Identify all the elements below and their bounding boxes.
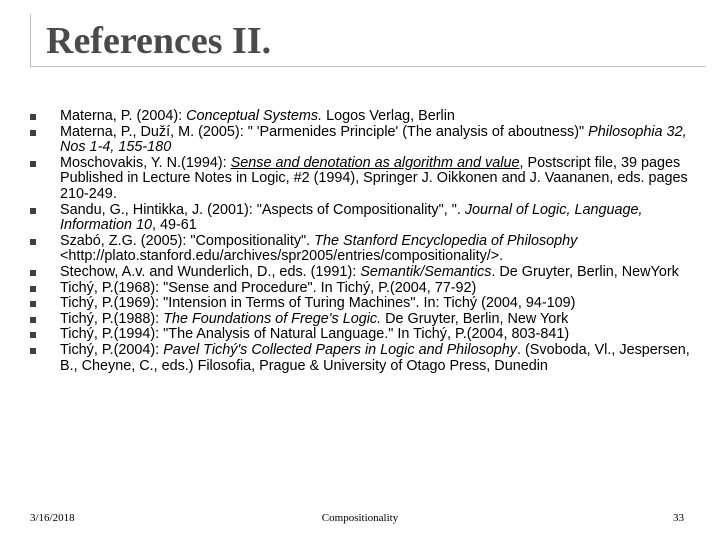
reference-text: De Gruyter, Berlin, New York — [381, 310, 569, 327]
reference-italic-text: The Foundations of Frege's Logic. — [163, 310, 382, 327]
square-bullet-icon — [30, 348, 36, 354]
footer-title: Compositionality — [321, 512, 399, 524]
reference-item — [30, 125, 694, 156]
reference-item — [30, 312, 694, 328]
reference-item — [30, 343, 694, 374]
reference-item — [30, 203, 694, 234]
reference-item — [30, 234, 694, 265]
references-list — [30, 109, 694, 374]
reference-text: Szabó, Z.G. (2005): "Compositionality". — [60, 232, 315, 249]
reference-item — [30, 265, 694, 281]
square-bullet-icon — [30, 301, 36, 307]
square-bullet-icon — [30, 332, 36, 338]
reference-text: Tichý, P.(1988): — [60, 310, 164, 327]
reference-text: Stechow, A.v. and Wunderlich, D., eds. (1991): — [60, 263, 361, 280]
reference-link[interactable]: Sense and denotation as algorithm and value — [230, 154, 520, 171]
reference-text: <http://plato.stanford.edu/archives/spr2005/entries/compositionality/>. — [60, 248, 504, 265]
reference-text: Logos Verlag, Berlin — [322, 108, 455, 124]
reference-italic-text: Pavel Tichý's Collected Papers in Logic and Philosophy — [163, 341, 517, 358]
reference-text: , Postscript file, 39 pages Published in Lecture Notes in Logic, #2 (1994), Springer J. Oikkonen and J. Vaananen, eds. pages 210-249. — [60, 154, 688, 202]
reference-text: Materna, P., Duží, M. (2005): " 'Parmenides Principle' (The analysis of aboutness)" — [60, 123, 589, 140]
reference-text: Tichý, P.(1969): "Intension in Terms of Turing Machines". In: Tichý (2004, 94-109) — [60, 295, 576, 312]
reference-item — [30, 296, 694, 312]
reference-text: Tichý, P.(1968): "Sense and Procedure". In Tichý, P.(2004, 77-92) — [60, 279, 477, 296]
square-bullet-icon — [30, 130, 36, 136]
reference-item — [30, 327, 694, 343]
reference-italic-text: Conceptual Systems. — [186, 108, 323, 124]
reference-text: Tichý, P.(1994): "The Analysis of Natural Language." In Tichý, P.(2004, 803-841) — [60, 326, 570, 343]
reference-item — [30, 156, 694, 203]
square-bullet-icon — [30, 270, 36, 276]
title-underline-rule — [30, 66, 706, 67]
reference-text: Sandu, G., Hintikka, J. (2001): "Aspects of Compositionality", ". — [60, 201, 465, 218]
reference-text: . (Svoboda, Vl., Jespersen, B., Cheyne, C., eds.) Filosofia, Prague & University of Otago Press, Dunedin — [60, 341, 690, 374]
footer-page-number: 33 — [673, 512, 684, 524]
title-left-rule — [30, 14, 31, 66]
reference-italic-text: Semantik/Semantics — [360, 263, 492, 280]
reference-text: Moschovakis, Y. N.(1994): — [60, 154, 231, 171]
square-bullet-icon — [30, 239, 36, 245]
reference-text: . De Gruyter, Berlin, NewYork — [491, 263, 679, 280]
square-bullet-icon — [30, 286, 36, 292]
slide-title: References II. — [46, 20, 272, 62]
square-bullet-icon — [30, 114, 36, 120]
reference-italic-text: The Stanford Encyclopedia of Philosophy — [314, 232, 578, 249]
square-bullet-icon — [30, 317, 36, 323]
reference-item — [30, 281, 694, 297]
square-bullet-icon — [30, 208, 36, 214]
reference-text: Materna, P. (2004): — [60, 108, 187, 124]
reference-italic-text: Journal of Logic, Language, Information 10 — [60, 201, 643, 234]
reference-text: , 49-61 — [152, 217, 197, 234]
reference-italic-text: Philosophia 32, Nos 1-4, 155-180 — [60, 123, 687, 156]
reference-text: Tichý, P.(2004): — [60, 341, 164, 358]
reference-item — [30, 109, 694, 125]
square-bullet-icon — [30, 161, 36, 167]
footer-date: 3/16/2018 — [30, 512, 75, 524]
